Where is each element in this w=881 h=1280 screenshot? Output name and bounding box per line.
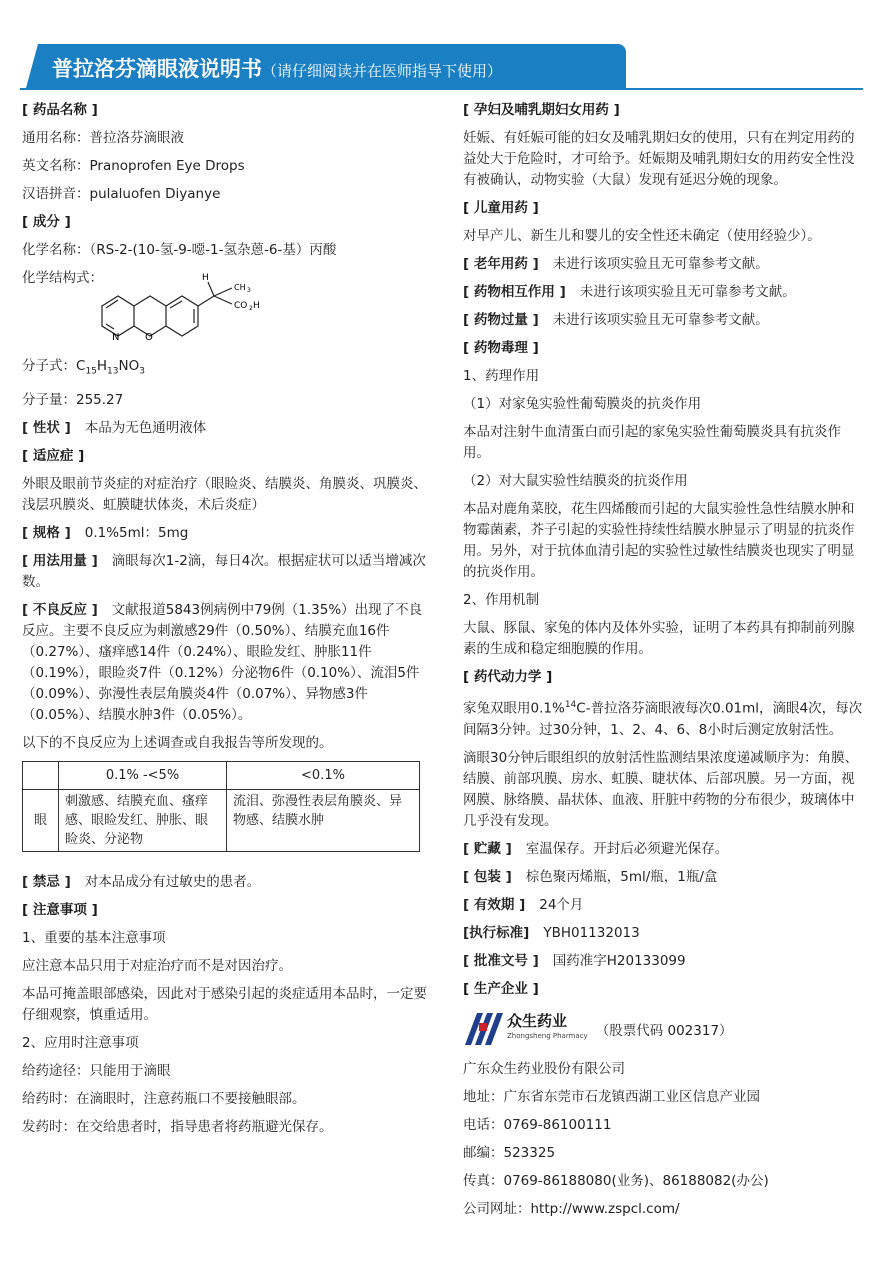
table-corner — [23, 761, 59, 789]
molecular-weight: 分子量：255.27 — [22, 391, 124, 408]
section-caution-heading: [ 注意事项 ] — [22, 901, 98, 918]
structure-label: 化学结构式： — [22, 270, 103, 286]
molecular-formula: 分子式：$C_{15}H_{13}NO_3$ — [22, 358, 145, 377]
pinyin-name: 汉语拼音：pulaluofen Diyanye — [22, 186, 221, 202]
tox-1a-text: 本品对注射牛血清蛋白而引起的家兔实验性葡萄膜炎具有抗炎作用。 — [463, 424, 841, 461]
section-expiry: [ 有效期 ] 24个月 — [463, 896, 584, 913]
indications-text: 外眼及眼前节炎症的对症治疗（眼睑炎、结膜炎、角膜炎、巩膜炎、浅层巩膜炎、虹膜睫状体炎，术后炎症） — [22, 475, 427, 513]
section-composition-heading: [ 成分 ] — [22, 214, 71, 230]
section-contraindications: [ 禁忌 ] 对本品成分有过敏史的患者。 — [22, 873, 261, 890]
group-co2h-h: H — [253, 301, 260, 311]
section-standard: [执行标准] YBH01132013 — [463, 924, 640, 941]
tox-2-text: 大鼠、豚鼠、家兔的体内及体外实验，证明了本药具有抑制前列腺素的生成和稳定细胞膜的作用。 — [463, 620, 855, 657]
logo-brand-cn: 众生药业 — [507, 1011, 568, 1030]
tox-1b-text: 本品对鹿角菜胶，花生四烯酸而引起的大鼠实验性急性结膜水肿和物霉菌素，芥子引起的实验性持续性结膜水肿显示了明显的抗炎作用。另外，对于抗体血清引起的实验性过敏性结膜炎也现实了明显的抗炎作用。 — [463, 501, 855, 580]
caution-1a: 应注意本品只用于对症治疗而不是对因治疗。 — [22, 957, 292, 974]
section-children-heading: [ 儿童用药 ] — [463, 200, 539, 216]
section-properties: [ 性状 ] 本品为无色通明液体 — [22, 419, 207, 436]
section-usage: [ 用法用量 ] 滴眼每次1-2滴，每日4次。根据症状可以适当增减次数。 — [22, 552, 426, 590]
right-column — [463, 100, 863, 1227]
tox-1a-title: （1）对家兔实验性葡萄膜炎的抗炎作用 — [463, 396, 702, 412]
section-package: [ 包装 ] 棕色聚丙烯瓶，5ml/瓶，1瓶/盒 — [463, 868, 718, 885]
group-ch3: CH — [234, 283, 246, 292]
tox-2-title: 2、作用机制 — [463, 592, 540, 608]
section-elderly: [ 老年用药 ] 未进行该项实验且无可靠参考文献。 — [463, 256, 769, 272]
company-website[interactable]: 公司网址：http://www.zspcl.com/ — [463, 1200, 680, 1217]
section-pk-heading: [ 药代动力学 ] — [463, 669, 553, 685]
table-cell-rare: 流泪、弥漫性表层角膜炎、异物感、结膜水肿 — [227, 789, 420, 851]
section-interactions: [ 药物相互作用 ] 未进行该项实验且无可靠参考文献。 — [463, 284, 796, 300]
company-postcode: 邮编：523325 — [463, 1144, 556, 1161]
atom-h: H — [202, 273, 209, 283]
english-name: 英文名称：Pranoprofen Eye Drops — [22, 158, 245, 174]
caution-1b: 本品可掩盖眼部感染，因此对于感染引起的炎症适用本品时，一定要仔细观察，慎重适用。 — [22, 985, 427, 1023]
adverse-note: 以下的不良反应为上述调查或自我报告等所发现的。 — [22, 734, 333, 751]
section-storage: [ 贮藏 ] 室温保存。开封后必须避光保存。 — [463, 840, 729, 857]
adverse-table — [22, 761, 420, 852]
atom-n: N — [112, 332, 120, 343]
section-indications-heading: [ 适应症 ] — [22, 447, 85, 464]
section-overdose: [ 药物过量 ] 未进行该项实验且无可靠参考文献。 — [463, 312, 769, 328]
group-co2h-sub: 2 — [249, 305, 253, 312]
section-adverse: [ 不良反应 ] 文献报道5843例病例中79例（1.35%）出现了不良反应。主要不良反应为刺激感29件（0.50%）、结膜充血16件（0.27%）、瘙痒感14件（0.24%）、眼睑发红、肿胀11件（0.19%），眼睑炎7件（0.12%）分泌物6件（0.10%）、流泪5件（0.09%）、弥漫性表层角膜炎4件（0.07%）、异物感3件（0.05%）、结膜水肿3件（0.05%）。 — [22, 601, 423, 723]
left-column — [22, 100, 427, 1145]
header-divider — [20, 88, 863, 90]
chemical-name: 化学名称：（RS-2-(10-氢-9-噁-1-氢杂蒽-6-基）丙酸 — [22, 242, 337, 258]
pregnancy-text: 妊娠、有妊娠可能的妇女及哺乳期妇女的使用，只有在判定用药的益处大于危险时，才可给予。妊娠期及哺乳期妇女的用药安全性没有被确认，动物实验（大鼠）发现有延迟分娩的现象。 — [463, 130, 855, 188]
tox-1-title: 1、药理作用 — [463, 368, 540, 384]
logo-brand — [507, 1011, 588, 1044]
generic-name: 通用名称：普拉洛芬滴眼液 — [22, 130, 184, 146]
section-spec: [ 规格 ] 0.1%5ml：5mg — [22, 524, 189, 541]
pk-text: 家兔双眼用0.1%$^{14}$C-普拉洛芬滴眼液每次0.01ml，滴眼4次，每次间隔3分钟。过30分钟，1、2、4、6、8小时后测定放射活性。 — [463, 700, 863, 738]
section-name-heading: [ 药品名称 ] — [22, 102, 98, 118]
page-title: 普拉洛芬滴眼液说明书（请仔细阅读并在医师指导下使用） — [52, 57, 503, 81]
chemical-structure — [22, 268, 427, 352]
group-ch3-sub: 3 — [247, 287, 251, 294]
table-header-common: 0.1% -<5% — [59, 761, 227, 789]
caution-1-title: 1、重要的基本注意事项 — [22, 929, 166, 946]
caution-2-title: 2、应用时注意事项 — [22, 1034, 139, 1051]
company-address: 地址：广东省东莞市石龙镇西湖工业区信息产业园 — [463, 1088, 760, 1105]
company-phone: 电话：0769-86100111 — [463, 1116, 612, 1133]
company-name: 广东众生药业股份有限公司 — [463, 1060, 625, 1077]
table-row-label: 眼 — [23, 789, 59, 851]
section-maker-heading: [ 生产企业 ] — [463, 980, 539, 997]
section-toxicology-heading: [ 药物毒理 ] — [463, 340, 539, 356]
caution-2a: 给药途径：只能用于滴眼 — [22, 1062, 171, 1079]
caution-2b: 给药时：在滴眼时，注意药瓶口不要接触眼部。 — [22, 1090, 306, 1107]
children-text: 对早产儿、新生儿和婴儿的安全性还未确定（使用经验少）。 — [463, 228, 821, 244]
logo-mark-icon — [463, 1011, 503, 1047]
tox-1b-title: （2）对大鼠实验性结膜炎的抗炎作用 — [463, 473, 688, 489]
company-logo — [463, 1007, 863, 1051]
section-pregnancy-heading: [ 孕妇及哺乳期妇女用药 ] — [463, 102, 620, 118]
pk-text-2: 滴眼30分钟后眼组织的放射活性监测结果浓度递减顺序为：角膜、结膜、前部巩膜、房水、虹膜、睫状体、后部巩膜。另一方面，视网膜、脉络膜、晶状体、血液、肝脏中药物的分布很少，玻璃体中几乎没有发现。 — [463, 749, 859, 829]
section-approval: [ 批准文号 ] 国药准字H20133099 — [463, 952, 686, 969]
logo-brand-en: Zhongsheng Pharmacy — [507, 1031, 588, 1040]
atom-o: O — [145, 332, 153, 343]
structure-diagram — [92, 268, 332, 348]
group-co2h: CO — [234, 301, 248, 311]
caution-2c: 发药时：在交给患者时，指导患者将药瓶避光保存。 — [22, 1118, 333, 1135]
company-fax: 传真：0769-86188080(业务)、86188082(办公) — [463, 1172, 769, 1189]
stock-code: （股票代码 002317） — [595, 1022, 733, 1039]
table-header-rare: <0.1% — [227, 761, 420, 789]
page-subtitle: （请仔细阅读并在医师指导下使用） — [262, 62, 503, 80]
table-cell-common: 刺激感、结膜充血、瘙痒感、眼睑发红、肿胀、眼睑炎、分泌物 — [59, 789, 227, 851]
